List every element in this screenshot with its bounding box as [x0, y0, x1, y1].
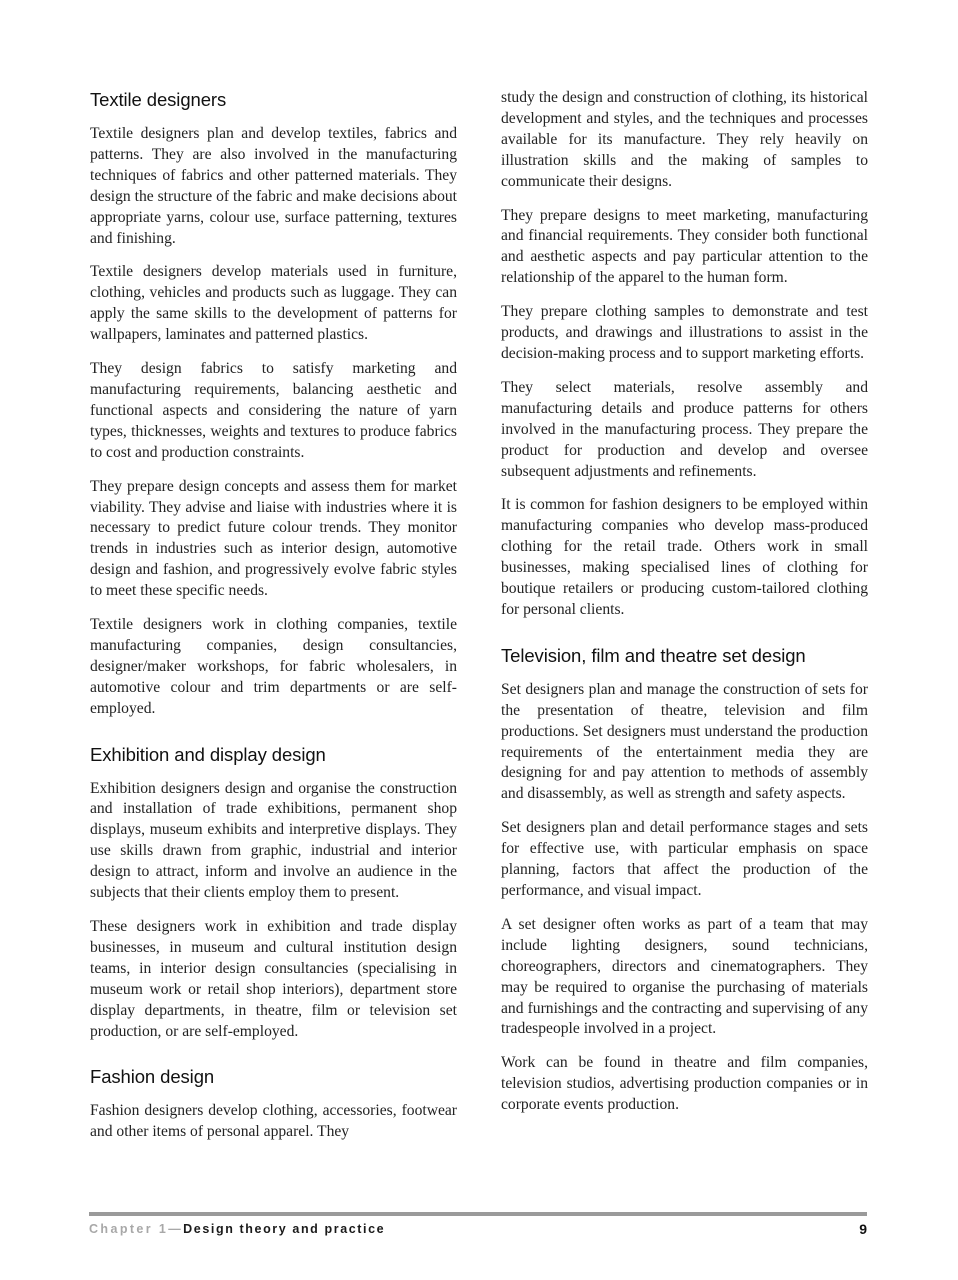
heading-set-design: Television, film and theatre set design	[501, 644, 806, 666]
section-spacer	[501, 634, 868, 644]
paragraph: They select materials, resolve assembly and manufacturing details and produce patterns for others involved in the manufacturing process. They prepare the product for production and develop and oversee subsequent adjustments and refinements.	[501, 378, 868, 480]
paragraph: study the design and construction of clothing, its historical development and styles, and the techniques and processes available for its manufacture. They rely heavily on illustration skills and the making of samples to communicate their designs.	[501, 89, 868, 190]
paragraph: Set designers plan and detail performance stages and sets for effective use, with particular emphasis on space planning, factors that affect the production of the performance, and visual impact.	[501, 819, 868, 899]
paragraph: A set designer often works as part of a team that may include lighting designers, sound technicians, choreographers, directors and cinematographers. They may be required to organise the purchasing of materials and furnishings and the contracting and supervising of any tradespeople involved in a project.	[501, 915, 868, 1038]
paragraph: They prepare clothing samples to demonstrate and test products, and drawings and illustrations to assist in the decision-making process and to support marketing efforts.	[501, 303, 868, 362]
heading-exhibition-display-design: Exhibition and display design	[90, 743, 326, 765]
footer-chapter-label	[89, 1220, 385, 1238]
heading-fashion-design: Fashion design	[90, 1066, 215, 1088]
footer-chapter-text: Chapter 1	[89, 1222, 169, 1236]
paragraph: It is common for fashion designers to be employed within manufacturing companies who develop mass-produced clothing for the retail trade. Others work in small businesses, making specialised lines of clothing for boutique retailers or producing custom-tailored clothing for personal clients.	[501, 496, 868, 618]
page-number: 9	[859, 1221, 867, 1237]
paragraph: They design fabrics to satisfy marketing and manufacturing requirements, balancing aesthetic and functional aspects and considering the nature of yarn types, thicknesses, weights and textures to produce fabrics to cost and production constraints.	[90, 360, 457, 461]
heading-textile-designers: Textile designers	[90, 89, 227, 110]
paragraph: Textile designers work in clothing companies, textile manufacturing companies, design consultancies, designer/maker workshops, for fabric wholesalers, in automotive colour and trim departments or are self-employed.	[90, 616, 457, 717]
paragraph: Set designers plan and manage the construction of sets for the presentation of theatre, television and film productions. Set designers must understand the production requirements of the entertainment media they are designing for and pay attention to methods of assembly and disassembly, as well as strength and safety aspects.	[501, 680, 868, 803]
page-footer	[89, 1220, 867, 1238]
footer-chapter-title: Design theory and practice	[183, 1222, 386, 1236]
paragraph: They prepare design concepts and assess them for market viability. They advise and liaise with industries where it is necessary to predict future colour trends. They monitor trends in industries such as interior design, automotive design and fashion, and progressively evolve fabric styles to meet these specific needs.	[90, 477, 457, 600]
paragraph: Fashion designers develop clothing, accessories, footwear and other items of personal apparel. They	[90, 1102, 457, 1141]
footer-rule	[89, 1212, 867, 1216]
section-spacer	[90, 1055, 457, 1065]
paragraph: Exhibition designers design and organise the construction and installation of trade exhibitions, permanent shop displays, museum exhibits and interpretive displays. They use skills drawn from graphic, industrial and interior design to attract, inform and involve an audience in the subjects that their clients employ them to present.	[90, 779, 457, 902]
paragraph: Textile designers develop materials used in furniture, clothing, vehicles and products such as luggage. They can apply the same skills to the development of patterns for wallpapers, laminates and patterned plastics.	[90, 263, 457, 344]
left-column	[90, 88, 457, 1156]
paragraph: Work can be found in theatre and film companies, television studios, advertising production companies or in corporate events production.	[501, 1054, 868, 1114]
paragraph: They prepare designs to meet marketing, manufacturing and financial requirements. They consider both functional and aesthetic aspects and pay particular attention to the relationship of the apparel to the human form.	[501, 206, 868, 287]
footer-separator: —	[168, 1222, 184, 1236]
paragraph: These designers work in exhibition and trade display businesses, in museum and cultural institution design teams, in interior design consultancies (specialising in museum work or retail shop interiors), department store display departments, in theatre, film or television set production, or are self-employed.	[90, 918, 457, 1040]
right-column	[501, 88, 868, 1129]
section-spacer	[90, 733, 457, 743]
paragraph: Textile designers plan and develop textiles, fabrics and patterns. They are also involved in the manufacturing techniques of fabrics and other patterned materials. They design the structure of the fabric and make decisions about appropriate yarns, colour use, surface patterning, textures and finishing.	[90, 125, 457, 247]
